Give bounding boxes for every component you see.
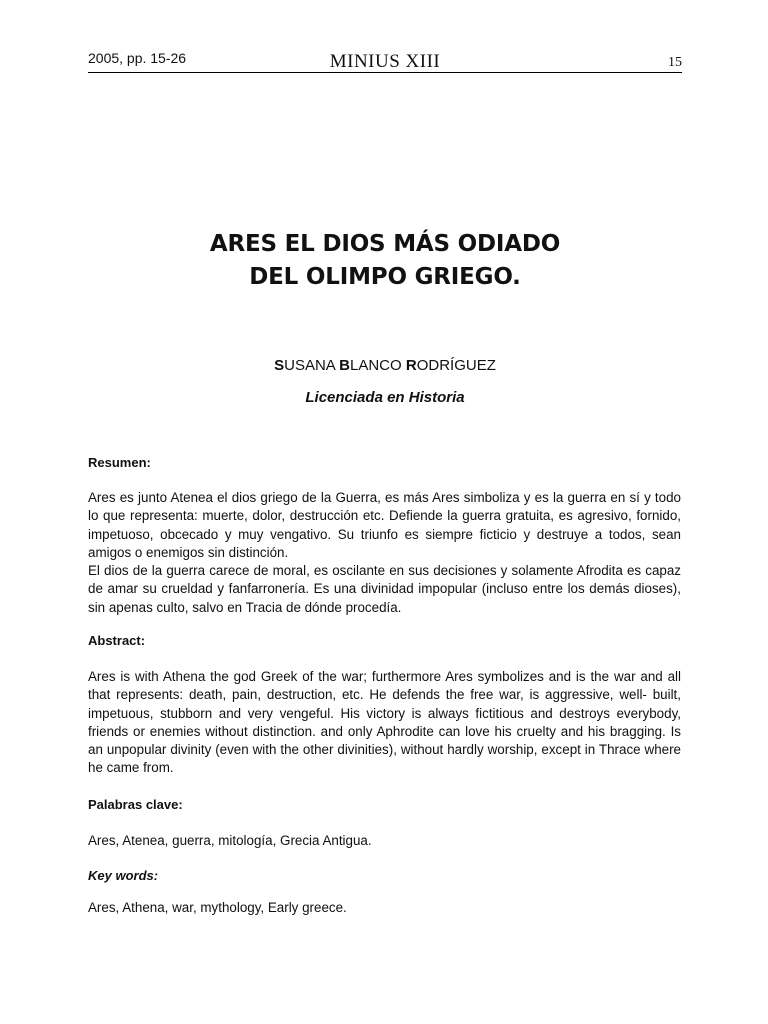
title-line-1: ARES EL DIOS MÁS ODIADO [209, 231, 561, 257]
resumen-paragraph-1: Ares es junto Atenea el dios griego de la Guerra, es más Ares simboliza y es la guerra en sí y todo lo que representa: muerte, dolor, destrucción etc. Defiende la guerra gratuita, es agresivo, fornido, impetuoso, obcecado y muy vengativo. Su triunfo es siempre ficticio y destruye a todos, sean amigos o enemigos sin distinción. [88, 490, 681, 560]
author-middle-initial: B [339, 357, 350, 374]
author-middle-rest: LANCO [350, 357, 406, 374]
resumen-paragraph-2: El dios de la guerra carece de moral, es oscilante en sus decisiones y solamente Afrodita es capaz de amar su crueldad y fanfarronería. Es una divinidad impopular (incluso entre los demás dioses), sin apenas culto, salvo en Tracia de dónde procedía. [88, 563, 681, 615]
abstract-body [88, 668, 681, 778]
keywords-heading: Key words: [88, 868, 159, 883]
palabras-clave-body [88, 832, 681, 850]
keywords-body [88, 899, 681, 917]
resumen-body [88, 489, 681, 617]
citation-info: 2005, pp. 15-26 [88, 50, 187, 66]
title-line-2: DEL OLIMPO GRIEGO. [249, 264, 521, 290]
author-first-rest: USANA [284, 357, 340, 374]
palabras-clave-heading: Palabras clave: [88, 797, 183, 812]
abstract-paragraph: Ares is with Athena the god Greek of the war; furthermore Ares symbolizes and is the war and all that represents: death, pain, destruction, etc. He defends the free war, is aggressive, well- built, impetuous, stubborn and very vengeful. His victory is always fictitious and destroys everybody, friends or enemies without distinction. and only Aphrodite can love his cruelty and his bragging. Is an unpopular divinity (even with the other divinities), without hardly worship, except in Thrace where he came from. [88, 669, 681, 776]
article-title [88, 228, 682, 294]
keywords-text: Ares, Athena, war, mythology, Early greece. [88, 900, 347, 915]
running-header [88, 50, 682, 73]
abstract-heading: Abstract: [88, 633, 146, 648]
page-number: 15 [668, 55, 682, 70]
author-name [88, 357, 682, 374]
author-affiliation: Licenciada en Historia [305, 389, 465, 406]
author-first-initial: S [274, 357, 285, 374]
author-last-rest: ODRÍGUEZ [416, 357, 496, 374]
author-last-initial: R [405, 357, 417, 374]
palabras-clave-text: Ares, Atenea, guerra, mitología, Grecia Antigua. [88, 833, 372, 848]
journal-name: MINIUS XIII [329, 51, 441, 72]
resumen-heading: Resumen: [88, 455, 151, 470]
